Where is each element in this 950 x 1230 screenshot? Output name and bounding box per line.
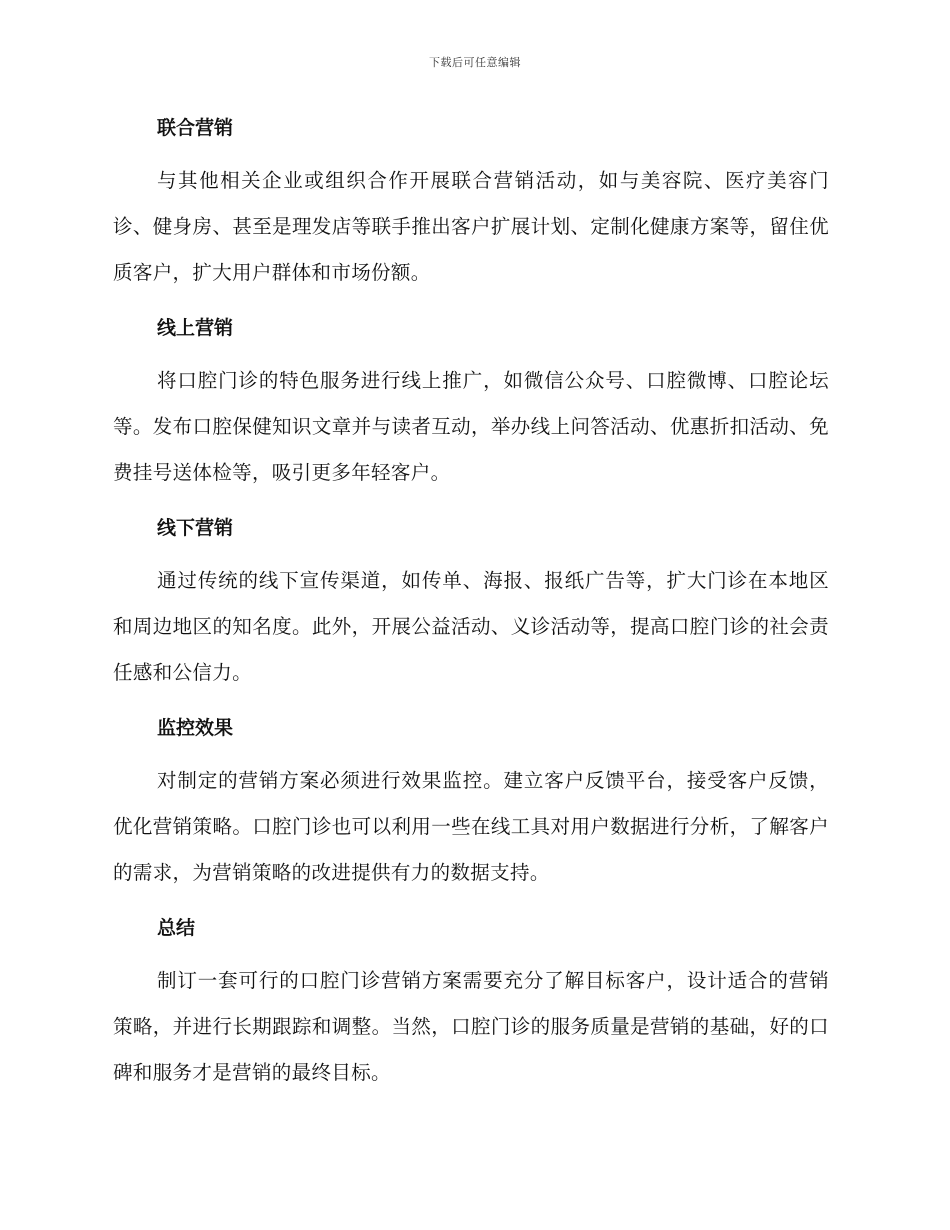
section-online-marketing: [113, 312, 829, 496]
section-joint-marketing: [113, 112, 829, 296]
section-body: 将口腔门诊的特色服务进行线上推广，如微信公众号、口腔微博、口腔论坛等。发布口腔保健知识文章并与读者互动，举办线上问答活动、优惠折扣活动、免费挂号送体检等，吸引更多年轻客户。: [113, 369, 829, 484]
section-heading: 联合营销: [157, 117, 234, 139]
section-monitoring: [113, 712, 829, 896]
section-summary: [113, 912, 829, 1096]
header-note: 下载后可任意编辑: [429, 56, 521, 69]
section-heading: 监控效果: [157, 717, 234, 739]
section-body: 制订一套可行的口腔门诊营销方案需要充分了解目标客户，设计适合的营销策略，并进行长期跟踪和调整。当然，口腔门诊的服务质量是营销的基础，好的口碑和服务才是营销的最终目标。: [113, 969, 829, 1084]
section-body: 对制定的营销方案必须进行效果监控。建立客户反馈平台，接受客户反馈，优化营销策略。口腔门诊也可以利用一些在线工具对用户数据进行分析，了解客户的需求，为营销策略的改进提供有力的数据支持。: [113, 769, 829, 884]
section-heading: 线上营销: [157, 317, 234, 339]
section-body: 与其他相关企业或组织合作开展联合营销活动，如与美容院、医疗美容门诊、健身房、甚至是理发店等联手推出客户扩展计划、定制化健康方案等，留住优质客户，扩大用户群体和市场份额。: [113, 169, 829, 284]
section-heading: 总结: [157, 917, 196, 939]
section-body: 通过传统的线下宣传渠道，如传单、海报、报纸广告等，扩大门诊在本地区和周边地区的知名度。此外，开展公益活动、义诊活动等，提高口腔门诊的社会责任感和公信力。: [113, 569, 829, 684]
document-content: [113, 112, 829, 1112]
section-offline-marketing: [113, 512, 829, 696]
section-heading: 线下营销: [157, 517, 234, 539]
